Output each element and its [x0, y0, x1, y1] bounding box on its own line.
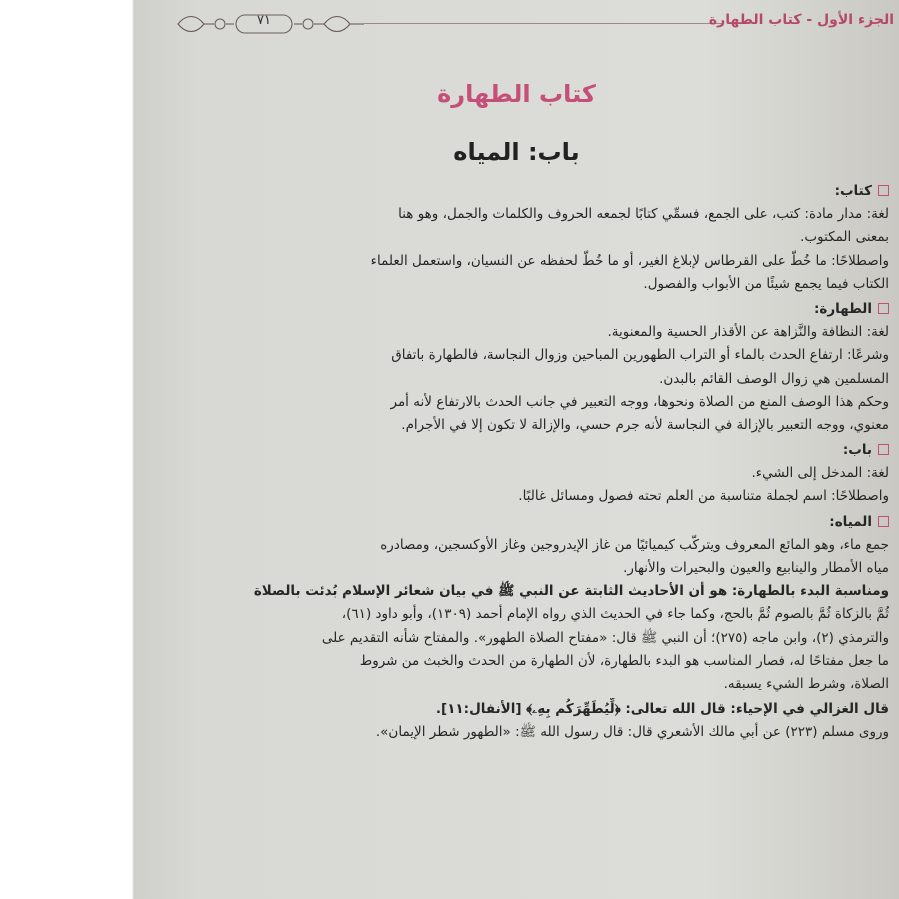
text-line: ومناسبة البدء بالطهارة: هو أن الأحاديث الثابتة عن النبي ﷺ في بيان شعائر الإسلام بُدئت بالصلاة — [253, 583, 889, 600]
text-line: ثُمَّ بالزكاة ثُمَّ بالصوم ثُمَّ بالحج، وكما جاء في الحديث الذي رواه الإمام أحمد (١٣٠٩)، وأبو داود (٦١)، — [341, 606, 889, 623]
page-number: ٧١ — [257, 13, 271, 28]
section-heading-bab: باب: — [194, 439, 889, 462]
text-line: واصطلاحًا: ما خُطَّ على القرطاس لإبلاغ الغير، أو ما خُطَّ لحفظه عن النسيان، واستعمل العلماء — [370, 252, 889, 269]
square-bullet-icon — [878, 444, 889, 455]
text-line: بمعنى المكتوب. — [800, 229, 889, 246]
square-bullet-icon — [878, 185, 889, 196]
square-bullet-icon — [878, 516, 889, 527]
text-line: ما جعل مفتاحًا له، فصار المناسب هو البدء بالطهارة، لأن الطهارة من الحدث والخبث من شروط — [359, 652, 889, 669]
book-page — [134, 0, 899, 899]
section-heading-tahara: الطهارة: — [194, 298, 889, 321]
text-line: لغة: المدخل إلى الشيء. — [751, 465, 889, 482]
text-line: مياه الأمطار والينابيع والعيون والبحيرات والأنهار. — [623, 560, 889, 576]
text-line: لغة: مدار مادة: كتب، على الجمع، فسمِّي كتابًا لجمعه الحروف والكلمات والجمل، وهو هنا — [398, 206, 889, 223]
page-body — [194, 180, 889, 745]
text-line: جمع ماء، وهو المائع المعروف ويتركّب كيميائيًا من غاز الإيدروجين وغاز الأوكسجين، ومصادره — [380, 536, 889, 553]
text-line: والترمذي (٢)، وابن ماجه (٢٧٥)؛ أن النبي ﷺ قال: «مفتاح الصلاة الطهور». والمفتاح شأنه التقديم على — [321, 629, 889, 646]
section-heading-miyah: المياه: — [194, 511, 889, 534]
text-line: لغة: النظافة والنَّزاهة عن الأقذار الحسية والمعنوية. — [607, 324, 889, 341]
text-line: واصطلاحًا: اسم لجملة متناسبة من العلم تحته فصول ومسائل غالبًا. — [518, 488, 889, 505]
chapter-title: باب: المياه — [453, 138, 580, 166]
text-line: وروى مسلم (٢٢٣) عن أبي مالك الأشعري قال: قال رسول الله ﷺ: «الطهور شطر الإيمان». — [375, 724, 889, 741]
running-head: الجزء الأول - كتاب الطهارة — [708, 12, 894, 28]
text-line: وشرعًا: ارتفاع الحدث بالماء أو التراب الطهورين المباحين وزوال النجاسة، فالطهارة باتفاق — [391, 347, 889, 364]
text-line: معنوي، ووجه التعبير بالإزالة في النجاسة لأنه جرم حسي، والإزالة لا تكون إلا في الأجرام. — [401, 416, 889, 433]
text-line: الصلاة، وشرط الشيء يسبقه. — [723, 675, 889, 692]
text-line: المسلمين هي زوال الوصف القائم بالبدن. — [659, 370, 889, 387]
book-title: كتاب الطهارة — [437, 80, 596, 108]
text-line: الكتاب فيما يجمع شيئًا من الأبواب والفصول. — [643, 275, 889, 292]
header-rule — [364, 23, 724, 24]
text-line: وحكم هذا الوصف المنع من الصلاة ونحوها، ووجه التعبير في جانب الحدث بالارتفاع لأنه أمر — [390, 393, 889, 410]
square-bullet-icon — [878, 303, 889, 314]
section-heading-kitab: كتاب: — [194, 180, 889, 203]
text-line: قال الغزالي في الإحياء: قال الله تعالى: ﴿لِّيُطَهِّرَكُم بِهِۦ﴾ [الأنفال:١١]. — [435, 701, 889, 718]
page-header — [174, 8, 894, 38]
